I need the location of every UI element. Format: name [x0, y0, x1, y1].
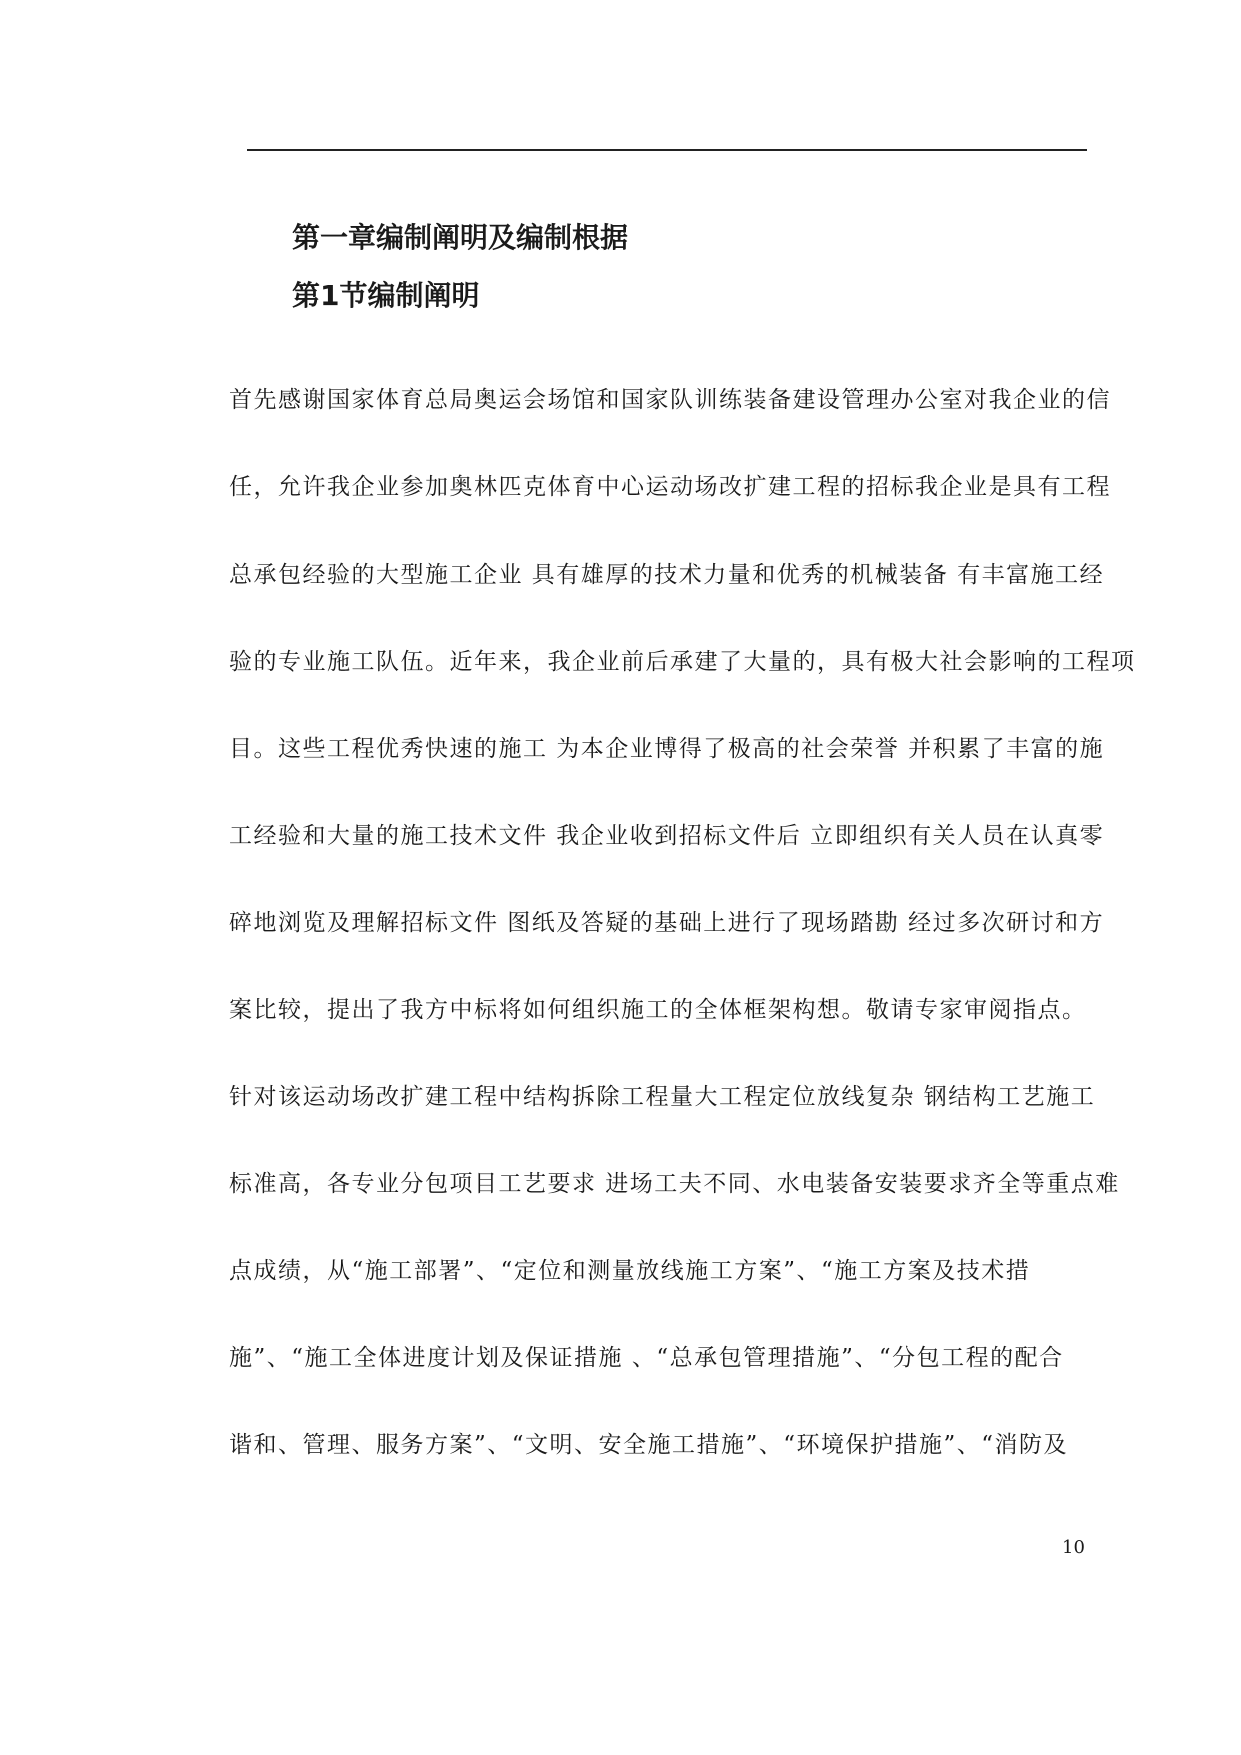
body-line: 验的专业施工队伍。近年来，我企业前后承建了大量的，具有极大社会影响的工程项: [229, 649, 1136, 675]
body-line: 总承包经验的大型施工企业 具有雄厚的技术力量和优秀的机械装备 有丰富施工经: [229, 562, 1105, 588]
chapter-title: 第一章编制阐明及编制根据: [292, 221, 629, 254]
body-line: 案比较，提出了我方中标将如何组织施工的全体框架构想。敬请专家审阅指点。: [229, 997, 1087, 1023]
body-line: 标准高，各专业分包项目工艺要求 进场工夫不同、水电装备安装要求齐全等重点难: [229, 1171, 1120, 1197]
section-title: 第1节编制阐明: [292, 279, 480, 312]
page-number: 10: [1062, 1537, 1085, 1558]
body-line: 工经验和大量的施工技术文件 我企业收到招标文件后 立即组织有关人员在认真零: [229, 823, 1105, 849]
body-line: 施”、“施工全体进度计划及保证措施 、“总承包管理措施”、“分包工程的配合: [229, 1345, 1064, 1371]
body-line: 任，允许我企业参加奥林匹克体育中心运动场改扩建工程的招标我企业是具有工程: [229, 474, 1111, 500]
body-line: 针对该运动场改扩建工程中结构拆除工程量大工程定位放线复杂 钢结构工艺施工: [229, 1084, 1096, 1110]
body-line: 首先感谢国家体育总局奥运会场馆和国家队训练装备建设管理办公室对我企业的信: [229, 387, 1111, 413]
body-line: 谐和、管理、服务方案”、“文明、安全施工措施”、“环境保护措施”、“消防及: [229, 1432, 1069, 1458]
body-line: 碎地浏览及理解招标文件 图纸及答疑的基础上进行了现场踏勘 经过多次研讨和方: [229, 910, 1105, 936]
body-line: 目。这些工程优秀快速的施工 为本企业博得了极高的社会荣誉 并积累了丰富的施: [229, 736, 1105, 762]
body-line: 点成绩，从“施工部署”、“定位和测量放线施工方案”、“施工方案及技术措: [229, 1258, 1031, 1284]
header-rule: [247, 149, 1087, 151]
